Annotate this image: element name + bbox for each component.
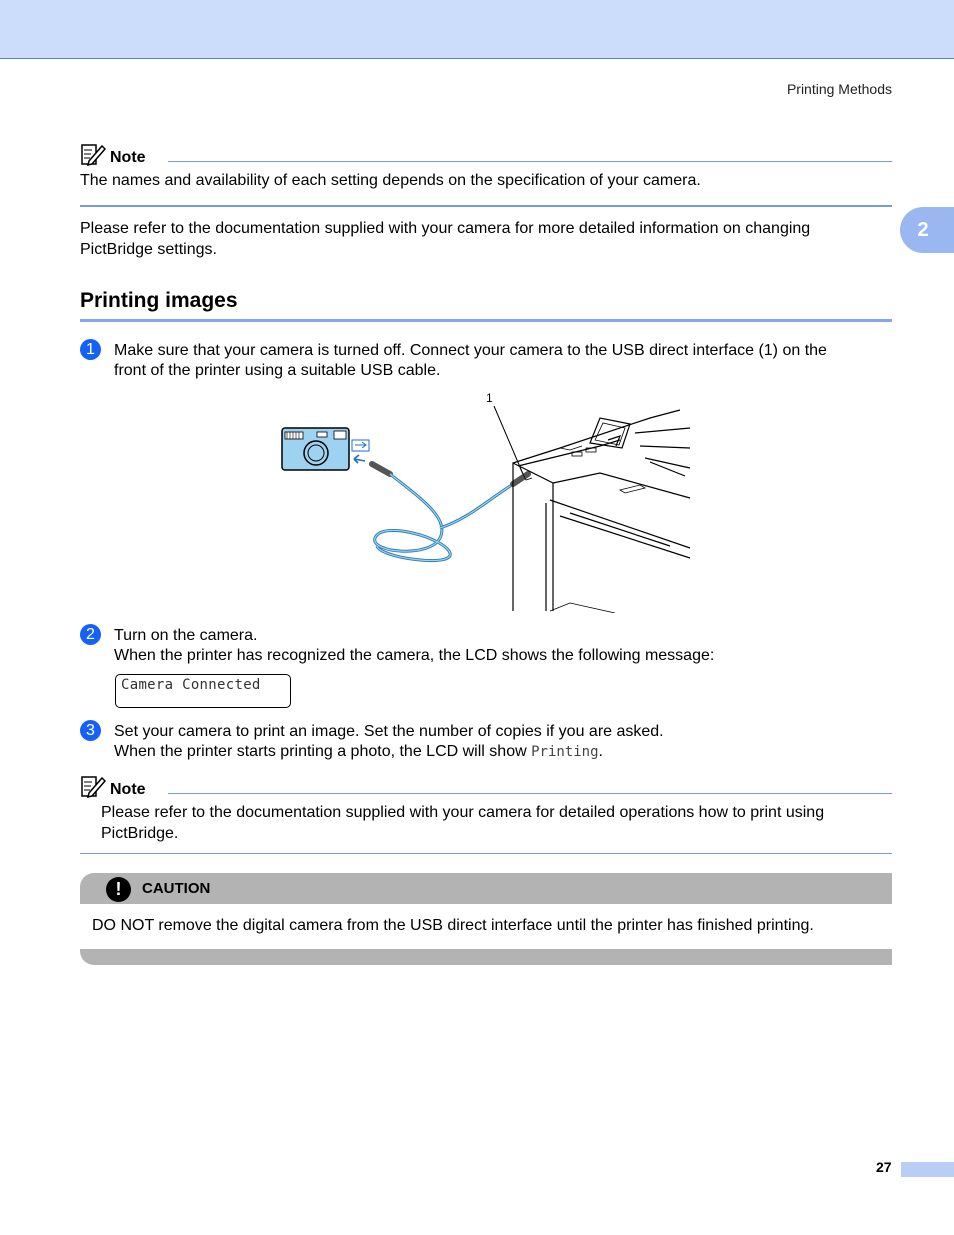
lcd-message-box: Camera Connected [115,674,291,708]
note-pencil-icon [80,774,106,798]
note-2-rule [168,793,892,794]
step-3-badge: 3 [80,720,101,741]
step-1-line-2: front of the printer using a suitable USB cable. [114,362,441,379]
header-band [0,0,954,59]
step-1-line-1: Make sure that your camera is turned off. Connect your camera to the USB direct interface (1) on the [114,342,827,359]
note-end-rule [80,205,892,207]
camera-printer-illustration [270,388,700,613]
printer-icon [513,410,690,613]
note-header [80,142,146,166]
callout-1: 1 [486,391,493,405]
chapter-tab[interactable]: 2 [900,207,954,253]
step-3-line-2-text: When the printer starts printing a photo, the LCD will show [114,743,532,760]
note-label: Note [110,149,146,166]
caution-text: DO NOT remove the digital camera from the USB direct interface until the printer has finished printing. [92,917,814,934]
step-3-line-2 [114,741,603,763]
running-header: Printing Methods [786,81,892,97]
note-pencil-icon [80,142,106,166]
note-2-header [80,774,146,798]
step-2-line-1: Turn on the camera. [114,627,258,644]
note-2-label: Note [110,781,146,798]
usb-cable [372,464,528,561]
caution-label: CAUTION [142,880,211,897]
step-3-line-1: Set your camera to print an image. Set the number of copies if you are asked. [114,723,664,740]
step-2-line-2: When the printer has recognized the camera, the LCD shows the following message: [114,647,715,664]
caution-bottom-bar [80,949,892,965]
caution-exclamation-icon: ! [106,877,131,902]
note-text: The names and availability of each setting depends on the specification of your camera. [80,172,701,189]
step-1-badge: 1 [80,339,101,360]
section-title: Printing images [80,289,238,312]
camera-icon [282,428,369,470]
step-3-line-2-end: . [598,743,603,760]
section-rule [80,319,892,322]
note-2-text: Please refer to the documentation supplied with your camera for detailed operations how to print using PictBridge. [101,804,825,842]
page-number: 27 [876,1159,892,1175]
step-2-badge: 2 [80,624,101,645]
note-2-end-rule [80,853,892,854]
note-rule [168,161,892,162]
lcd-printing-text: Printing [531,744,599,760]
page-tab [901,1162,954,1177]
intro-paragraph: Please refer to the documentation supplied with your camera for more detailed information on changing PictBridge settings. [80,220,811,258]
